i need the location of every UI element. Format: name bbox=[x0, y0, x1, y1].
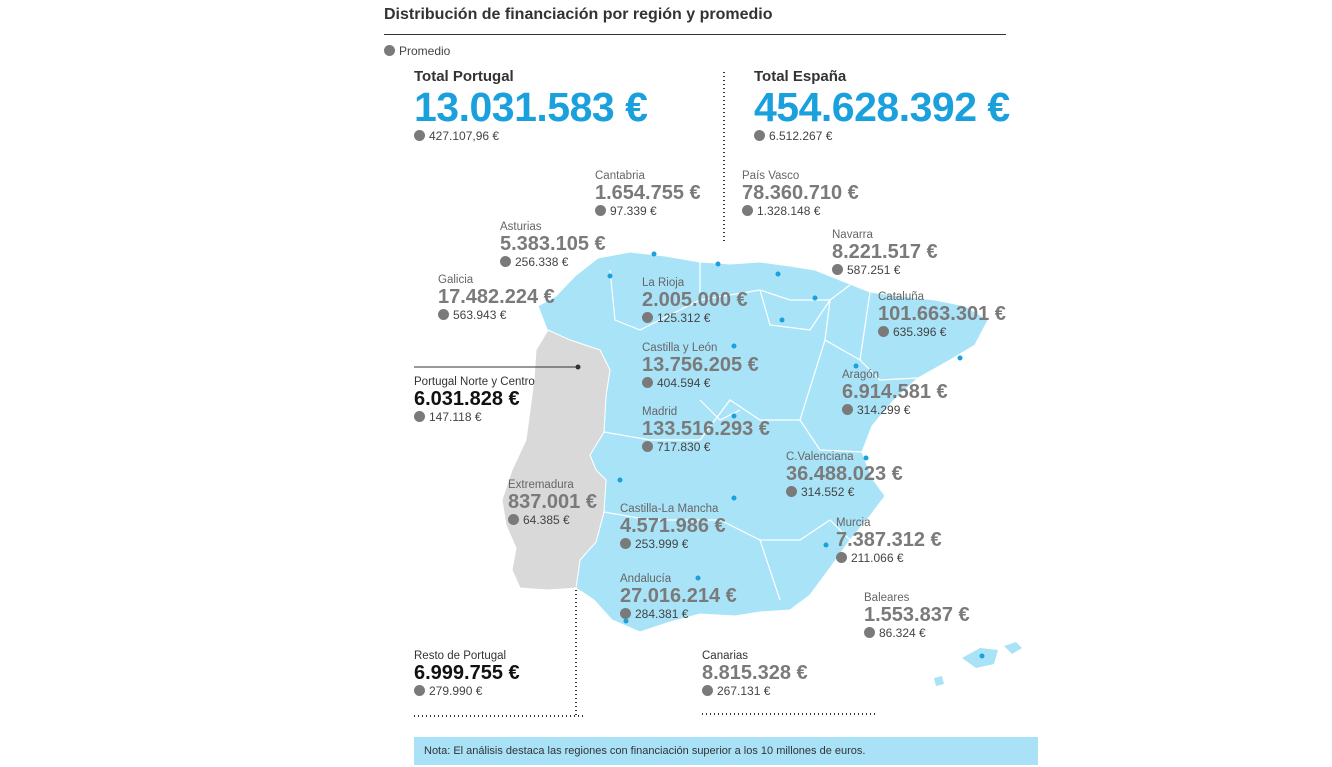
region-name: Navarra bbox=[832, 229, 873, 241]
region-avg: 86.324 € bbox=[879, 626, 926, 640]
region-value: 27.016.214 € bbox=[620, 585, 737, 607]
region-castilla-leon bbox=[642, 342, 759, 390]
region-value: 8.221.517 € bbox=[832, 241, 938, 263]
page-title: Distribución de financiación por región y promedio bbox=[384, 6, 773, 23]
avg-dot bbox=[836, 552, 847, 563]
title-rule bbox=[384, 34, 1006, 35]
region-value: 2.005.000 € bbox=[642, 289, 748, 311]
region-name: Portugal Norte y Centro bbox=[414, 376, 535, 388]
region-name: La Rioja bbox=[642, 277, 685, 289]
total-portugal-label: Total Portugal bbox=[414, 68, 514, 85]
region-value: 6.914.581 € bbox=[842, 381, 948, 403]
region-value: 133.516.293 € bbox=[642, 418, 770, 440]
region-resto-portugal bbox=[414, 650, 520, 698]
footnote: Nota: El análisis destaca las regiones con financiación superior a los 10 millones de euros. bbox=[414, 737, 1038, 765]
region-avg: 314.299 € bbox=[857, 403, 911, 417]
avg-dot bbox=[642, 441, 653, 452]
region-avg: 279.990 € bbox=[429, 684, 483, 698]
region-c-valenciana bbox=[786, 451, 903, 499]
average-value bbox=[864, 626, 970, 640]
region-pais-vasco bbox=[742, 170, 859, 218]
region-name: Asturias bbox=[500, 221, 542, 233]
region-name: País Vasco bbox=[742, 170, 800, 182]
avg-dot bbox=[414, 411, 425, 422]
region-value: 101.663.301 € bbox=[878, 303, 1006, 325]
region-name: Castilla y León bbox=[642, 342, 718, 354]
avg-dot bbox=[500, 256, 511, 267]
total-espana-value: 454.628.392 € bbox=[754, 84, 1010, 130]
avg-dot bbox=[878, 326, 889, 337]
region-avg: 253.999 € bbox=[635, 537, 689, 551]
region-avg: 314.552 € bbox=[801, 485, 855, 499]
region-value: 78.360.710 € bbox=[742, 182, 859, 204]
region-avg: 284.381 € bbox=[635, 607, 689, 621]
average-value bbox=[642, 376, 759, 390]
region-value: 13.756.205 € bbox=[642, 354, 759, 376]
avg-dot bbox=[438, 309, 449, 320]
region-name: Andalucía bbox=[620, 573, 672, 585]
average-value bbox=[438, 308, 555, 322]
region-andalucia bbox=[620, 573, 737, 621]
region-name: Cataluña bbox=[878, 291, 925, 303]
region-value: 1.553.837 € bbox=[864, 604, 970, 626]
region-cataluna bbox=[878, 291, 1006, 339]
region-name: Castilla-La Mancha bbox=[620, 503, 719, 515]
region-name: Murcia bbox=[836, 517, 871, 529]
region-murcia bbox=[836, 517, 942, 565]
average-value bbox=[842, 403, 948, 417]
average-value bbox=[500, 255, 606, 269]
region-avg: 587.251 € bbox=[847, 263, 901, 277]
region-avg: 97.339 € bbox=[610, 204, 657, 218]
region-name: Baleares bbox=[864, 592, 910, 604]
region-aragon bbox=[842, 369, 948, 417]
region-baleares bbox=[864, 592, 970, 640]
average-value bbox=[642, 440, 770, 454]
region-avg: 404.594 € bbox=[657, 376, 711, 390]
average-value bbox=[836, 551, 942, 565]
average-value bbox=[620, 537, 726, 551]
region-la-rioja bbox=[642, 277, 748, 325]
legend-dot bbox=[384, 45, 395, 56]
avg-dot bbox=[864, 627, 875, 638]
region-name: Aragón bbox=[842, 369, 880, 381]
total-espana-label: Total España bbox=[754, 68, 847, 85]
avg-dot bbox=[642, 377, 653, 388]
avg-dot bbox=[508, 514, 519, 525]
legend bbox=[384, 44, 450, 58]
avg-dot bbox=[620, 608, 631, 619]
region-value: 837.001 € bbox=[508, 491, 597, 513]
avg-dot bbox=[414, 130, 425, 141]
average-value bbox=[786, 485, 903, 499]
region-value: 8.815.328 € bbox=[702, 662, 808, 684]
average-value bbox=[878, 325, 1006, 339]
average-value bbox=[754, 129, 1010, 143]
region-value: 6.031.828 € bbox=[414, 388, 520, 410]
avg-dot bbox=[842, 404, 853, 415]
region-value: 36.488.023 € bbox=[786, 463, 903, 485]
baleares-shape bbox=[962, 648, 998, 668]
region-avg: 64.385 € bbox=[523, 513, 570, 527]
legend-label: Promedio bbox=[399, 44, 451, 58]
region-name: Resto de Portugal bbox=[414, 650, 507, 662]
region-name: Canarias bbox=[702, 650, 749, 662]
region-value: 1.654.755 € bbox=[595, 182, 701, 204]
total-portugal bbox=[414, 68, 647, 143]
region-value: 17.482.224 € bbox=[438, 286, 555, 308]
region-avg: 635.396 € bbox=[893, 325, 947, 339]
average-value bbox=[620, 607, 737, 621]
region-castilla-la-mancha bbox=[620, 503, 726, 551]
average-value bbox=[508, 513, 597, 527]
region-avg: 717.830 € bbox=[657, 440, 711, 454]
total-espana-avg: 6.512.267 € bbox=[769, 129, 833, 143]
average-value bbox=[414, 129, 647, 143]
region-avg: 256.338 € bbox=[515, 255, 569, 269]
region-value: 5.383.105 € bbox=[500, 233, 606, 255]
avg-dot bbox=[786, 486, 797, 497]
average-value bbox=[414, 410, 535, 424]
region-extremadura bbox=[508, 479, 597, 527]
avg-dot bbox=[620, 538, 631, 549]
region-avg: 147.118 € bbox=[429, 410, 482, 424]
region-navarra bbox=[832, 229, 938, 277]
average-value bbox=[702, 684, 808, 698]
region-galicia bbox=[438, 274, 555, 322]
region-canarias bbox=[702, 650, 808, 698]
avg-dot bbox=[642, 312, 653, 323]
region-avg: 211.066 € bbox=[851, 551, 904, 565]
region-name: Madrid bbox=[642, 406, 678, 418]
average-value bbox=[414, 684, 520, 698]
region-avg: 563.943 € bbox=[453, 308, 507, 322]
region-value: 4.571.986 € bbox=[620, 515, 726, 537]
region-cantabria bbox=[595, 170, 701, 218]
avg-dot bbox=[754, 130, 765, 141]
region-name: Cantabria bbox=[595, 170, 645, 182]
region-avg: 125.312 € bbox=[657, 311, 711, 325]
region-name: Galicia bbox=[438, 274, 474, 286]
region-name: Extremadura bbox=[508, 479, 574, 491]
region-madrid bbox=[642, 406, 770, 454]
region-asturias bbox=[500, 221, 606, 269]
region-avg: 267.131 € bbox=[717, 684, 771, 698]
avg-dot bbox=[742, 205, 753, 216]
total-portugal-avg: 427.107,96 € bbox=[429, 129, 500, 143]
total-portugal-value: 13.031.583 € bbox=[414, 84, 648, 130]
average-value bbox=[832, 263, 938, 277]
avg-dot bbox=[702, 685, 713, 696]
region-portugal-norte bbox=[414, 376, 535, 424]
average-value bbox=[595, 204, 701, 218]
avg-dot bbox=[832, 264, 843, 275]
region-avg: 1.328.148 € bbox=[757, 204, 821, 218]
region-name: C.Valenciana bbox=[786, 451, 854, 463]
average-value bbox=[642, 311, 748, 325]
region-value: 7.387.312 € bbox=[836, 529, 942, 551]
average-value bbox=[742, 204, 859, 218]
avg-dot bbox=[414, 685, 425, 696]
total-espana bbox=[754, 68, 1010, 143]
region-value: 6.999.755 € bbox=[414, 662, 520, 684]
avg-dot bbox=[595, 205, 606, 216]
